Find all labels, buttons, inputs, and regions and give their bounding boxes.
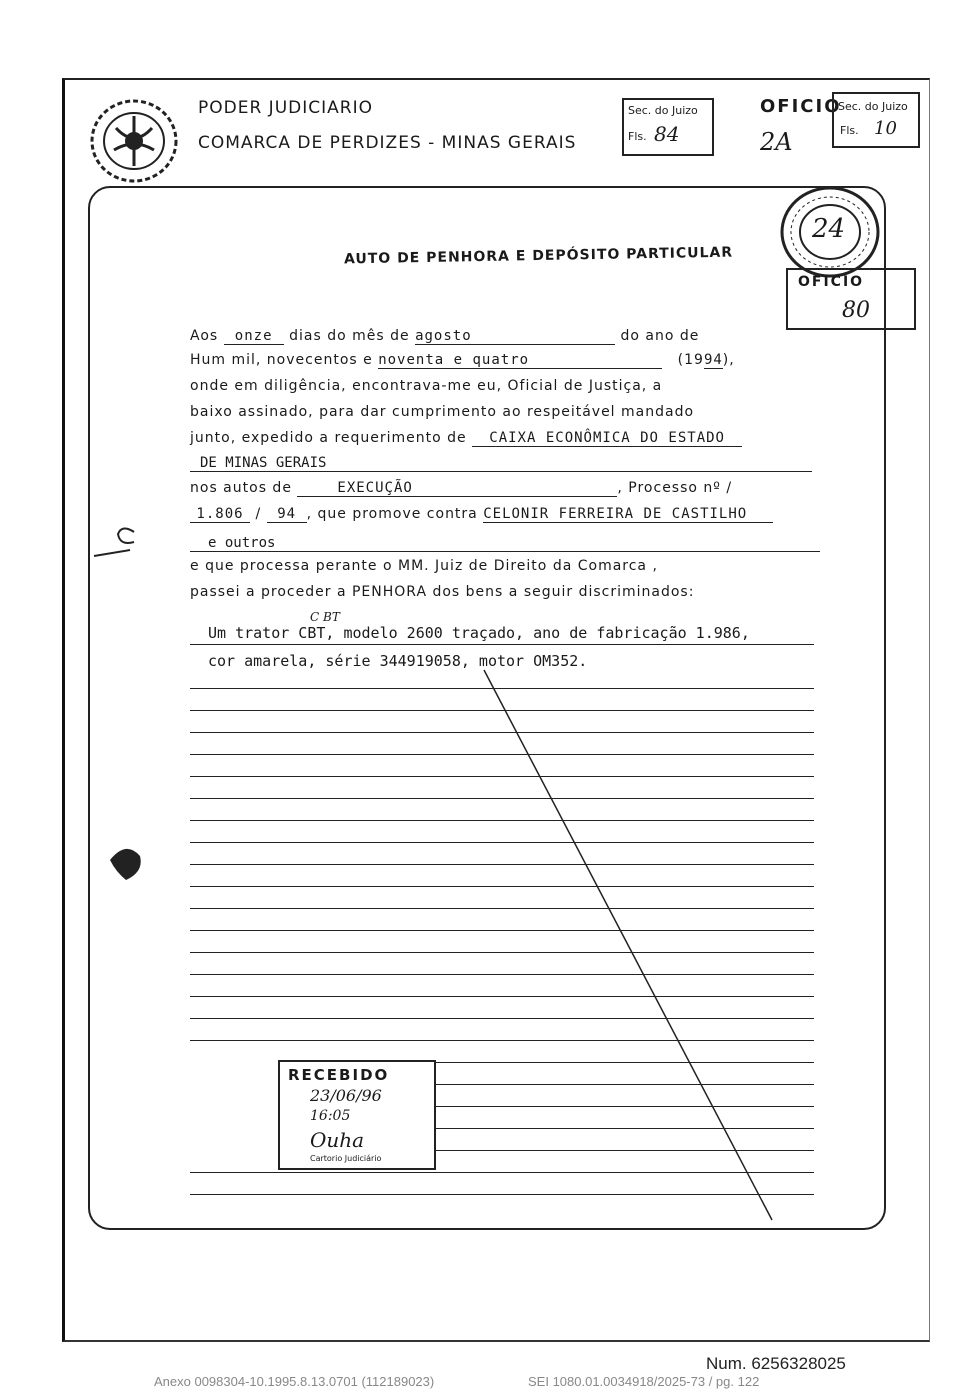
ruled-line	[190, 996, 814, 997]
executado-field: CELONIR FERREIRA DE CASTILHO	[483, 506, 773, 523]
document-title: AUTO DE PENHORA E DEPÓSITO PARTICULAR	[343, 244, 734, 268]
form-line-year: Hum mil, novecentos e noventa e quatro (1994),	[190, 352, 735, 368]
recebido-stamp: RECEBIDO 23/06/96 16:05 Ouha Cartorio Judiciário	[278, 1060, 436, 1170]
ruled-line	[190, 1018, 814, 1019]
sec-juizo-stamp-left: Sec. do Juizo Fls. 84	[622, 98, 714, 156]
processo-number-field: 1.806	[190, 506, 250, 523]
ruled-line	[190, 776, 814, 777]
ruled-line	[190, 732, 814, 733]
form-line-autos: nos autos de EXECUÇÃO , Processo nº /	[190, 480, 733, 496]
margin-marks	[90, 520, 150, 890]
ruled-line	[190, 710, 814, 711]
form-line-3: onde em diligência, encontrava-me eu, Oficial de Justiça, a	[190, 378, 663, 394]
form-line-processo: 1.806 / 94 , que promove contra CELONIR FERREIRA DE CASTILHO	[190, 506, 773, 523]
ruled-line	[190, 886, 814, 887]
ruled-line	[436, 1150, 814, 1151]
coat-of-arms-icon	[88, 98, 180, 184]
month-field: agosto	[415, 328, 615, 345]
ruled-line	[190, 1040, 814, 1041]
form-line-executado-2	[190, 532, 820, 552]
form-line-requerente-2	[190, 452, 812, 472]
ruled-line	[190, 754, 814, 755]
ruled-line	[190, 930, 814, 931]
rule-line	[190, 644, 814, 645]
header-line2: COMARCA DE PERDIZES - MINAS GERAIS	[198, 133, 577, 153]
footer-sei: SEI 1080.01.0034918/2025-73 / pg. 122	[528, 1374, 760, 1389]
bens-line-2: cor amarela, série 344919058, motor OM352.	[208, 652, 588, 670]
ruled-line	[190, 1194, 814, 1195]
ruled-line	[190, 974, 814, 975]
bens-line-1: Um trator CBT, modelo 2600 traçado, ano de fabricação 1.986,	[208, 624, 750, 642]
ruled-line	[190, 820, 814, 821]
oficio-stamp: OFICIO	[760, 96, 842, 117]
handwritten-cbt-note: C BT	[310, 610, 340, 624]
ruled-line	[436, 1084, 814, 1085]
oficio-stamp-2: OFICIO 80	[786, 268, 916, 330]
processo-year-field: 94	[267, 506, 307, 523]
recebido-date: 23/06/96	[310, 1086, 382, 1105]
sec-juizo-stamp-right: Sec. do Juizo Fls. 10	[832, 92, 920, 148]
oficio-number: 2A	[760, 128, 793, 156]
form-line-date: Aos onze dias do mês de agosto do ano de	[190, 328, 700, 344]
document-number: Num. 6256328025	[706, 1354, 846, 1373]
form-line-juiz: e que processa perante o MM. Juiz de Direito da Comarca ,	[190, 558, 658, 574]
ruled-line	[190, 952, 814, 953]
requerente-field-2: DE MINAS GERAIS	[190, 455, 812, 472]
ruled-line	[190, 688, 814, 689]
ruled-line	[436, 1128, 814, 1129]
seal-number: 24	[812, 214, 846, 244]
footer-anexo: Anexo 0098304-10.1995.8.13.0701 (112189023)	[154, 1374, 435, 1389]
form-line-penhora: passei a proceder a PENHORA dos bens a seguir discriminados:	[190, 584, 695, 600]
executado-field-2: e outros	[190, 535, 820, 552]
header-line1: PODER JUDICIARIO	[198, 98, 373, 118]
recebido-signature: Ouha	[310, 1128, 365, 1152]
day-field: onze	[224, 328, 284, 345]
form-line-requerente: junto, expedido a requerimento de CAIXA ECONÔMICA DO ESTADO	[190, 430, 742, 447]
ruled-line	[190, 864, 814, 865]
recebido-time: 16:05	[310, 1108, 351, 1124]
ruled-line	[436, 1106, 814, 1107]
year-words-field: noventa e quatro	[378, 352, 662, 369]
ruled-line	[190, 908, 814, 909]
form-line-4: baixo assinado, para dar cumprimento ao respeitável mandado	[190, 404, 695, 420]
acao-field: EXECUÇÃO	[297, 480, 617, 497]
ruled-line	[436, 1062, 814, 1063]
ruled-line	[190, 842, 814, 843]
year-digits-field: 94	[703, 352, 723, 368]
ruled-line	[190, 1172, 814, 1173]
ruled-line	[190, 798, 814, 799]
requerente-field: CAIXA ECONÔMICA DO ESTADO	[472, 430, 742, 447]
